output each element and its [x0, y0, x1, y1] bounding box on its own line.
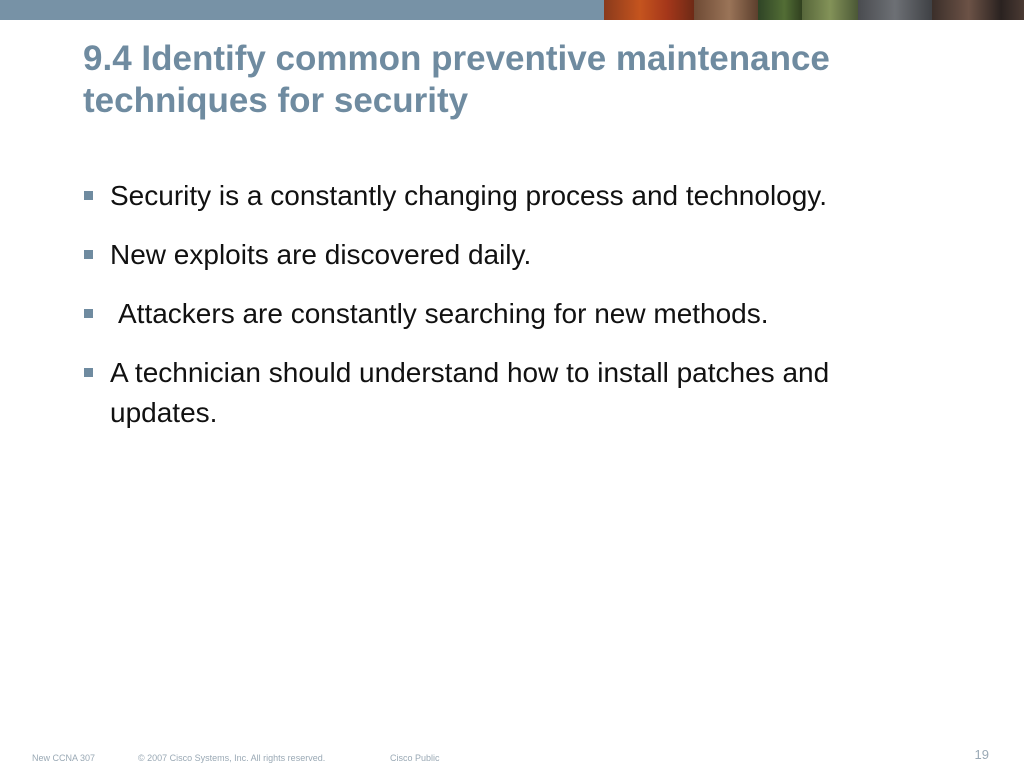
square-bullet-icon — [84, 250, 93, 259]
photo-tile — [932, 0, 1024, 20]
bullet-item — [84, 353, 944, 433]
photo-tile — [758, 0, 802, 20]
photo-tile — [604, 0, 694, 20]
bullet-text: Security is a constantly changing process and technology. — [110, 180, 828, 211]
header-photo-strip — [604, 0, 1024, 20]
photo-tile — [858, 0, 932, 20]
page-number: 19 — [974, 747, 989, 762]
bullet-item — [84, 176, 944, 216]
square-bullet-icon — [84, 191, 93, 200]
slide-title: 9.4 Identify common preventive maintenance techniques for security — [83, 39, 830, 120]
bullet-text: Attackers are constantly searching for new methods. — [118, 298, 769, 329]
photo-tile — [694, 0, 758, 20]
square-bullet-icon — [84, 309, 93, 318]
square-bullet-icon — [84, 368, 93, 377]
photo-tile — [802, 0, 858, 20]
bullet-item — [84, 235, 944, 275]
footer-copyright: © 2007 Cisco Systems, Inc. All rights reserved. — [138, 753, 326, 763]
footer-course: New CCNA 307 — [32, 753, 96, 763]
bullet-text: A technician should understand how to install patches and updates. — [110, 357, 830, 428]
footer-classification: Cisco Public — [390, 753, 440, 763]
bullet-list — [84, 176, 944, 452]
bullet-text: New exploits are discovered daily. — [110, 239, 532, 270]
bullet-item — [84, 294, 944, 334]
